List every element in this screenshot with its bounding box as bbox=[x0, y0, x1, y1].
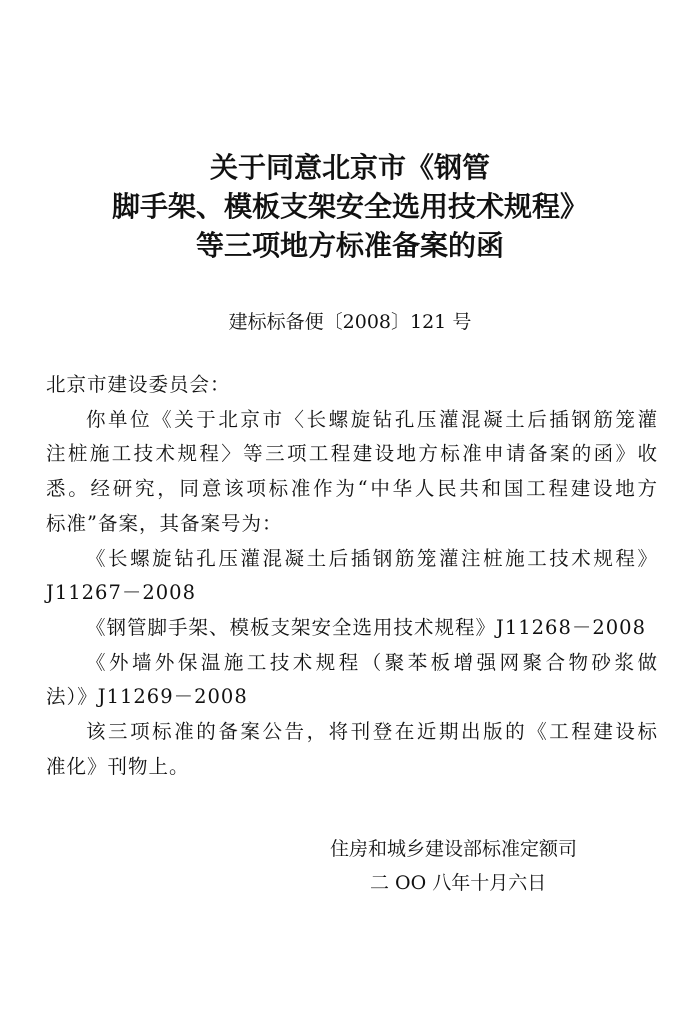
signature-organization: 住房和城乡建设部标准定额司 bbox=[330, 838, 578, 860]
paragraph-line: 悉。经研究，同意该项标准作为“中华人民共和国工程建设地方 bbox=[46, 477, 658, 501]
paragraph-request bbox=[46, 403, 658, 438]
paragraph-line: 标准”备案，其备案号为： bbox=[46, 511, 283, 535]
title-line-2: 脚手架、模板支架安全选用技术规程》 bbox=[111, 190, 588, 223]
title-line-3: 等三项地方标准备案的函 bbox=[195, 229, 504, 262]
signature-date: 二 OO 八年十月六日 bbox=[370, 872, 547, 894]
standard-item-1-number bbox=[46, 576, 658, 611]
standard-title: 《长螺旋钻孔压灌混凝土后插钢筋笼灌注桩施工技术规程》 bbox=[86, 546, 658, 570]
standard-number: 法）》J11269－2008 bbox=[46, 685, 248, 709]
standard-title: 《外墙外保温施工技术规程（聚苯板增强网聚合物砂浆做 bbox=[86, 650, 658, 674]
closing-line: 该三项标准的备案公告，将刊登在近期出版的《工程建设标 bbox=[86, 720, 658, 744]
document-number: 建标标备便〔2008〕121 号 bbox=[228, 311, 472, 333]
standard-number: J11267－2008 bbox=[46, 581, 196, 605]
closing-paragraph bbox=[46, 715, 658, 750]
standard-item-2 bbox=[46, 611, 658, 646]
closing-line: 准化》刊物上。 bbox=[46, 754, 190, 778]
addressee: 北京市建设委员会： bbox=[46, 373, 231, 396]
standard-item-3 bbox=[46, 646, 658, 681]
document-title bbox=[0, 148, 700, 265]
letter-body bbox=[46, 368, 658, 784]
standard-item-1 bbox=[46, 542, 658, 577]
standard-item-3-number bbox=[46, 680, 658, 715]
title-line-1: 关于同意北京市《钢管 bbox=[209, 151, 490, 184]
paragraph-line: 你单位《关于北京市〈长螺旋钻孔压灌混凝土后插钢筋笼灌 bbox=[86, 407, 658, 431]
standard-title: 《钢管脚手架、模板支架安全选用技术规程》J11268－2008 bbox=[86, 615, 646, 639]
paragraph-line: 注桩施工技术规程〉等三项工程建设地方标准申请备案的函》收 bbox=[46, 442, 658, 466]
paragraph-request-continued bbox=[46, 437, 658, 541]
closing-paragraph-continued bbox=[46, 750, 658, 785]
